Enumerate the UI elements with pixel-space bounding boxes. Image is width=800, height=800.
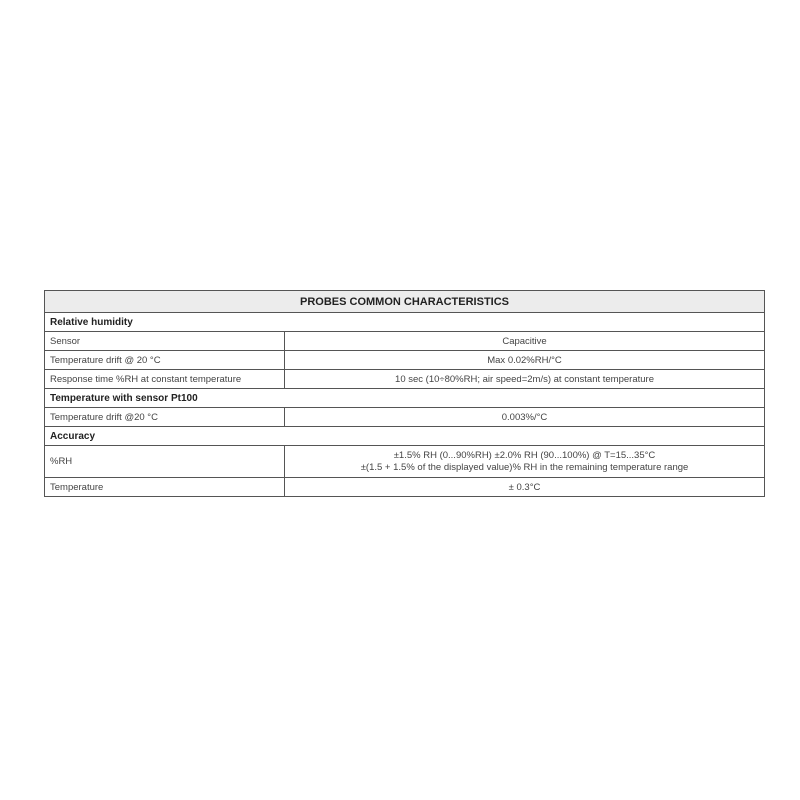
section-heading: Relative humidity [45,313,765,332]
section-heading: Accuracy [45,427,765,446]
section-heading: Temperature with sensor Pt100 [45,389,765,408]
section-row-accuracy [45,427,765,446]
table-row [45,478,765,497]
row-label: Response time %RH at constant temperature [45,370,285,389]
table-row [45,370,765,389]
row-label: Temperature drift @ 20 °C [45,351,285,370]
row-value: Max 0.02%RH/°C [285,351,765,370]
row-value [285,446,765,478]
probes-characteristics-table [44,290,765,497]
table-row [45,332,765,351]
section-row-relative-humidity [45,313,765,332]
row-value: ± 0.3°C [285,478,765,497]
row-value-line-2: ±(1.5 + 1.5% of the displayed value)% RH in the remaining temperature range [360,461,689,473]
section-row-pt100 [45,389,765,408]
table-row [45,351,765,370]
row-label: %RH [45,446,285,478]
table-row [45,446,765,478]
row-value-line-1: ±1.5% RH (0...90%RH) ±2.0% RH (90...100%) @ T=15...35°C [393,449,656,461]
row-value: 10 sec (10÷80%RH; air speed=2m/s) at constant temperature [285,370,765,389]
row-label: Temperature [45,478,285,497]
table-title: PROBES COMMON CHARACTERISTICS [45,291,765,313]
row-value: Capacitive [285,332,765,351]
row-value: 0.003%/°C [285,408,765,427]
row-label: Temperature drift @20 °C [45,408,285,427]
row-label: Sensor [45,332,285,351]
table-title-row [45,291,765,313]
table-row [45,408,765,427]
